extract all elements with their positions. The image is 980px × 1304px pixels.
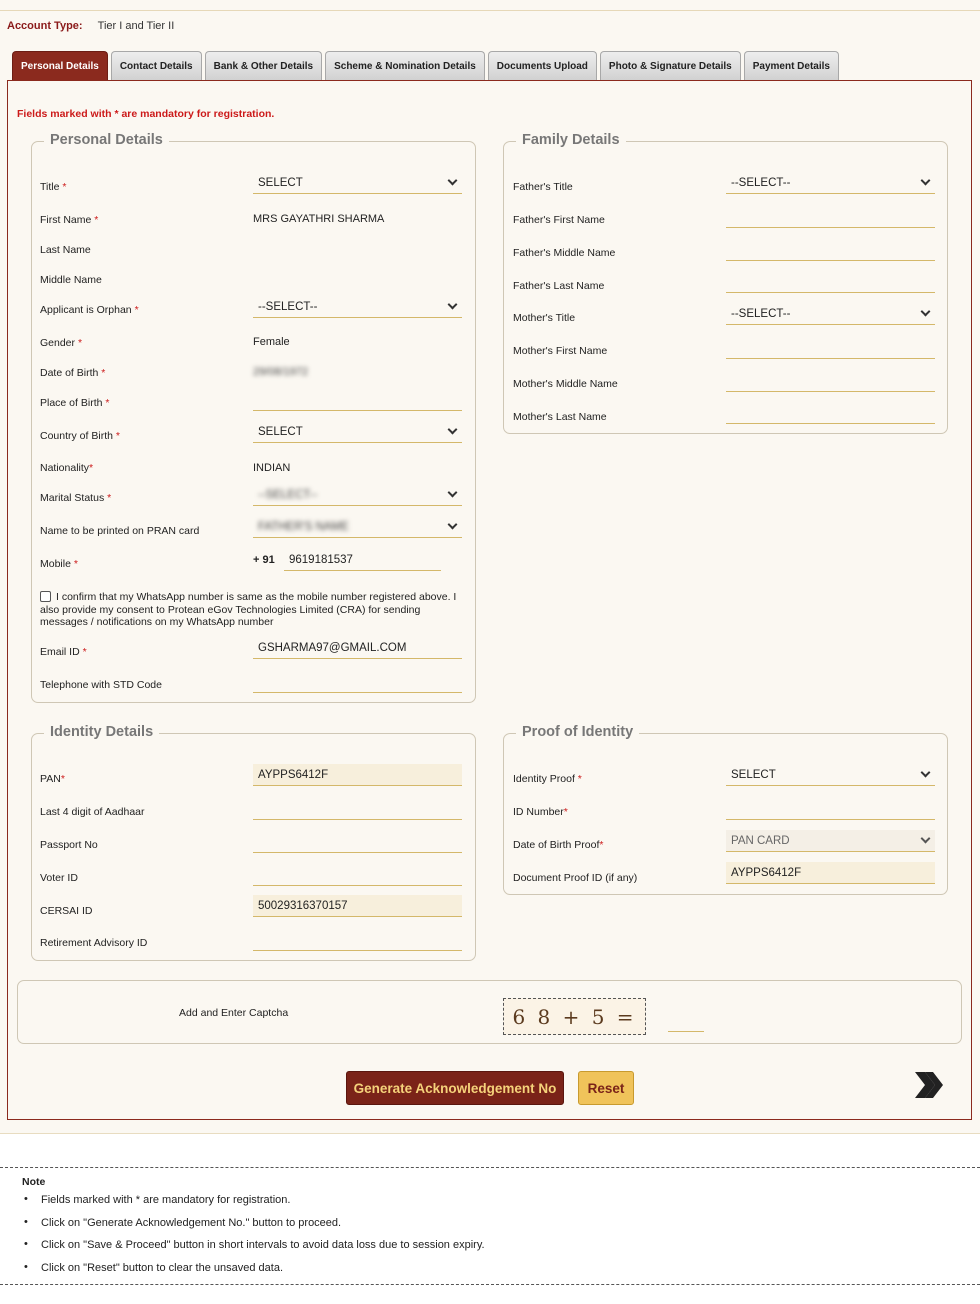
tab-photo-signature-details[interactable]: Photo & Signature Details: [600, 51, 741, 81]
chevron-down-icon: [448, 488, 458, 498]
passport-input[interactable]: [253, 831, 462, 853]
telephone-label: Telephone with STD Code: [40, 679, 162, 691]
whatsapp-consent-text: I confirm that my WhatsApp number is same as the mobile number registered above. I also provide my consent to Protean eGov Technologies Limited (CRA) for sending messages / notifications on my WhatsApp number: [40, 591, 457, 628]
chevron-down-icon: [921, 307, 931, 317]
aadhaar-label: Last 4 digit of Aadhaar: [40, 806, 145, 818]
father-middle-name-input[interactable]: [726, 239, 935, 261]
captcha-label: Add and Enter Captcha: [179, 1007, 289, 1019]
pob-input[interactable]: [253, 389, 462, 411]
advisory-id-input[interactable]: [253, 929, 462, 951]
list-item: • Click on "Save & Proceed" button in short intervals to avoid data loss due to session expiry.: [24, 1239, 485, 1262]
section-title: Proof of Identity: [516, 724, 639, 740]
pran-name-label: Name to be printed on PRAN card: [40, 525, 200, 537]
last-name-label: Last Name: [40, 244, 91, 256]
father-first-name-input[interactable]: [726, 206, 935, 228]
doc-proof-input[interactable]: AYPPS6412F: [726, 862, 935, 884]
doc-proof-label: Document Proof ID (if any): [513, 872, 638, 884]
aadhaar-input[interactable]: [253, 798, 462, 820]
father-title-select[interactable]: --SELECT--: [726, 172, 935, 194]
captcha-section: [17, 980, 962, 1044]
first-name-label: First Name *: [40, 214, 99, 226]
chevron-down-icon: [448, 520, 458, 530]
chevron-down-icon: [448, 176, 458, 186]
mother-middle-name-input[interactable]: [726, 370, 935, 392]
tab-bar: [12, 51, 839, 81]
id-number-input[interactable]: [726, 798, 935, 820]
list-item: • Click on "Reset" button to clear the unsaved data.: [24, 1262, 485, 1285]
orphan-select[interactable]: --SELECT--: [253, 296, 462, 318]
cersai-id-input[interactable]: 50029316370157: [253, 895, 462, 917]
note-title: Note: [22, 1176, 46, 1188]
id-number-label: ID Number*: [513, 806, 568, 818]
chevron-down-icon: [921, 176, 931, 186]
voter-id-input[interactable]: [253, 864, 462, 886]
dob-value: 29/08/1972: [253, 366, 309, 378]
captcha-text: 6 8 + 5 =: [512, 1004, 637, 1029]
chevron-down-icon: [448, 425, 458, 435]
captcha-image: [503, 998, 646, 1035]
cob-label: Country of Birth *: [40, 430, 120, 442]
mobile-country-code: + 91: [253, 554, 275, 566]
mother-first-name-input[interactable]: [726, 337, 935, 359]
generate-acknowledgement-button[interactable]: Generate Acknowledgement No: [346, 1071, 564, 1105]
account-type-value: Tier I and Tier II: [97, 20, 175, 32]
reset-button[interactable]: Reset: [578, 1071, 634, 1105]
passport-label: Passport No: [40, 839, 98, 851]
telephone-input[interactable]: [253, 671, 462, 693]
mother-last-name-input[interactable]: [726, 402, 935, 424]
tab-documents-upload[interactable]: Documents Upload: [488, 51, 597, 81]
mother-title-select[interactable]: --SELECT--: [726, 303, 935, 325]
father-first-name-label: Father's First Name: [513, 214, 605, 226]
captcha-input[interactable]: [668, 1010, 704, 1032]
list-item: • Fields marked with * are mandatory for registration.: [24, 1194, 485, 1217]
middle-name-label: Middle Name: [40, 274, 102, 286]
gender-label: Gender *: [40, 337, 83, 349]
cersai-id-label: CERSAI ID: [40, 905, 93, 917]
section-title: Identity Details: [44, 724, 159, 740]
mother-title-label: Mother's Title: [513, 312, 576, 324]
email-label: Email ID *: [40, 646, 87, 658]
father-last-name-input[interactable]: [726, 271, 935, 293]
title-label: Title *: [40, 181, 67, 193]
pan-label: PAN*: [40, 773, 65, 785]
section-title: Personal Details: [44, 132, 169, 148]
tab-personal-details[interactable]: Personal Details: [12, 51, 108, 81]
first-name-value: MRS GAYATHRI SHARMA: [253, 213, 385, 225]
voter-id-label: Voter ID: [40, 872, 78, 884]
marital-label: Marital Status *: [40, 492, 112, 504]
note-list: [24, 1194, 485, 1284]
dob-proof-select[interactable]: PAN CARD: [726, 830, 935, 852]
pran-name-select[interactable]: FATHER'S NAME: [253, 516, 462, 538]
nationality-value: INDIAN: [253, 462, 291, 474]
double-chevron-right-icon[interactable]: [912, 1070, 946, 1100]
nationality-label: Nationality*: [40, 462, 94, 474]
note-section: [0, 1167, 980, 1285]
tab-contact-details[interactable]: Contact Details: [111, 51, 202, 81]
mother-last-name-label: Mother's Last Name: [513, 411, 607, 423]
tab-scheme-nomination-details[interactable]: Scheme & Nomination Details: [325, 51, 485, 81]
pan-input[interactable]: AYPPS6412F: [253, 764, 462, 786]
pob-label: Place of Birth *: [40, 397, 110, 409]
father-title-label: Father's Title: [513, 181, 573, 193]
advisory-id-label: Retirement Advisory ID: [40, 937, 148, 949]
mobile-label: Mobile *: [40, 558, 78, 570]
identity-proof-select[interactable]: SELECT: [726, 764, 935, 786]
marital-select[interactable]: --SELECT--: [253, 484, 462, 506]
mother-middle-name-label: Mother's Middle Name: [513, 378, 618, 390]
gender-value: Female: [253, 336, 290, 348]
dob-proof-label: Date of Birth Proof*: [513, 839, 604, 851]
mandatory-note: Fields marked with * are mandatory for registration.: [17, 108, 275, 120]
mother-first-name-label: Mother's First Name: [513, 345, 608, 357]
chevron-down-icon: [448, 300, 458, 310]
account-type: [7, 20, 174, 32]
tab-payment-details[interactable]: Payment Details: [744, 51, 839, 81]
father-middle-name-label: Father's Middle Name: [513, 247, 616, 259]
chevron-down-icon: [921, 768, 931, 778]
account-type-label: Account Type:: [7, 20, 83, 32]
section-title: Family Details: [516, 132, 626, 148]
identity-proof-label: Identity Proof *: [513, 773, 582, 785]
orphan-label: Applicant is Orphan *: [40, 304, 139, 316]
father-last-name-label: Father's Last Name: [513, 280, 605, 292]
tab-bank-other-details[interactable]: Bank & Other Details: [205, 51, 322, 81]
mobile-input[interactable]: 9619181537: [284, 549, 441, 571]
email-input[interactable]: GSHARMA97@GMAIL.COM: [253, 637, 462, 659]
chevron-down-icon: [921, 834, 931, 844]
list-item: • Click on "Generate Acknowledgement No." button to proceed.: [24, 1217, 485, 1240]
title-select[interactable]: SELECT: [253, 172, 462, 194]
divider: [0, 10, 980, 11]
cob-select[interactable]: SELECT: [253, 421, 462, 443]
dob-label: Date of Birth *: [40, 367, 106, 379]
